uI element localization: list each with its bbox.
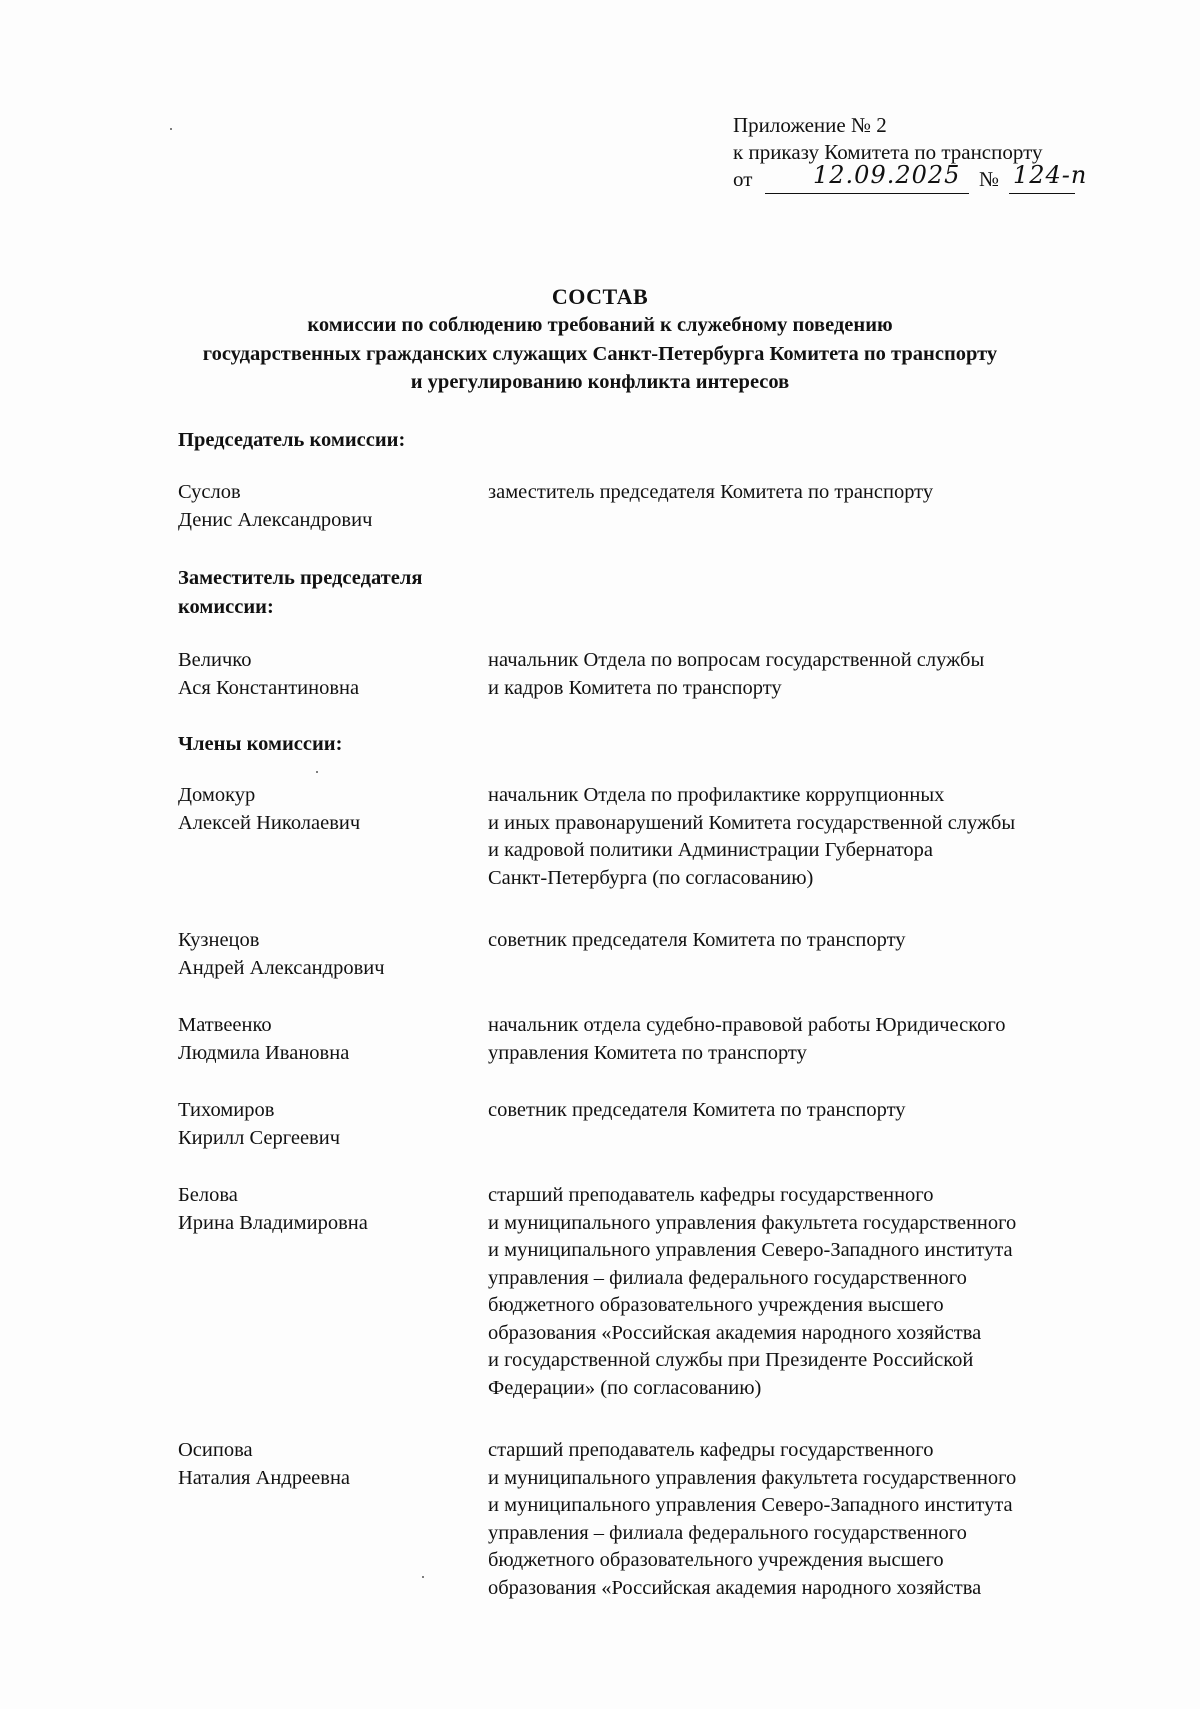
- position-line: и муниципального управления факультета государственного: [488, 1211, 1017, 1234]
- commission-composition: [178, 426, 1138, 1602]
- position-line: начальник отдела судебно-правовой работы Юридического: [488, 1014, 1006, 1036]
- person-name: [178, 782, 488, 892]
- person-given-name: Кирилл Сергеевич: [178, 1126, 341, 1149]
- person-name: [178, 1182, 488, 1402]
- position-line: старший преподаватель кафедры государственного: [488, 1184, 934, 1206]
- person-position: [488, 1012, 1138, 1067]
- order-date-field: [765, 161, 969, 194]
- position-line: Санкт-Петербурга (по согласованию): [488, 866, 814, 889]
- order-number-field: [1009, 161, 1088, 194]
- chairman-heading: Председатель комиссии:: [178, 429, 406, 451]
- deputy-heading: [178, 564, 1138, 622]
- person-surname: Тихомиров: [178, 1099, 275, 1121]
- person-surname: Величко: [178, 649, 252, 671]
- title-line-2: государственных гражданских служащих Санкт-Петербурга Комитета по транспорту: [202, 342, 998, 365]
- position-line: и муниципального управления Северо-Западного института: [488, 1239, 1013, 1261]
- person-given-name: Наталия Андреевна: [178, 1466, 351, 1489]
- title-line-1: комиссии по соблюдению требований к служебному поведению: [307, 314, 893, 336]
- person-name: [178, 1012, 488, 1067]
- person-given-name: Денис Александрович: [178, 508, 373, 531]
- person-surname: Суслов: [178, 481, 241, 503]
- members-heading: Члены комиссии:: [178, 733, 343, 755]
- position-line: советник председателя Комитета по транспорту: [488, 929, 906, 951]
- deputy-heading-line-1: Заместитель председателя: [178, 567, 423, 589]
- member-entry: [178, 1182, 1138, 1402]
- position-line: бюджетного образовательного учреждения высшего: [488, 1294, 944, 1316]
- member-entry: [178, 1012, 1138, 1067]
- person-position: [488, 1097, 1138, 1152]
- person-position: [488, 782, 1138, 892]
- deputy-entry: [178, 647, 1138, 702]
- position-line: и государственной службы при Президенте Российской: [488, 1349, 974, 1371]
- position-line: и муниципального управления Северо-Западного института: [488, 1494, 1013, 1516]
- position-line: и муниципального управления факультета государственного: [488, 1466, 1017, 1489]
- position-line: образования «Российская академия народного хозяйства: [488, 1321, 982, 1344]
- person-given-name: Людмила Ивановна: [178, 1041, 350, 1064]
- annex-order-reference: к приказу Комитета по транспорту: [733, 140, 1043, 164]
- position-line: управления Комитета по транспорту: [488, 1041, 807, 1064]
- person-position: [488, 647, 1138, 702]
- person-position: [488, 479, 1138, 534]
- position-line: начальник Отдела по вопросам государственной службы: [488, 649, 985, 671]
- order-number-handwritten: 124-п: [1013, 161, 1088, 189]
- position-line: старший преподаватель кафедры государственного: [488, 1439, 934, 1461]
- annex-header: [733, 112, 1088, 196]
- position-line: управления – филиала федерального государственного: [488, 1521, 967, 1544]
- position-line: образования «Российская академия народного хозяйства: [488, 1576, 982, 1599]
- position-line: заместитель председателя Комитета по транспорту: [488, 481, 934, 503]
- position-line: и иных правонарушений Комитета государственной службы: [488, 811, 1016, 834]
- scan-speck: [170, 128, 172, 130]
- position-line: и кадровой политики Администрации Губернатора: [488, 839, 933, 861]
- title-main: СОСТАВ: [551, 284, 649, 309]
- date-label: от: [733, 167, 753, 191]
- person-position: [488, 1437, 1138, 1602]
- person-surname: Белова: [178, 1184, 238, 1206]
- member-entry: [178, 1097, 1138, 1152]
- person-given-name: Алексей Николаевич: [178, 811, 361, 834]
- person-name: [178, 479, 488, 534]
- number-label: №: [979, 167, 1000, 191]
- member-entry: [178, 1437, 1138, 1602]
- person-given-name: Андрей Александрович: [178, 956, 385, 979]
- person-name: [178, 647, 488, 702]
- position-line: советник председателя Комитета по транспорту: [488, 1099, 906, 1121]
- position-line: бюджетного образовательного учреждения высшего: [488, 1549, 944, 1571]
- position-line: Федерации» (по согласованию): [488, 1376, 762, 1399]
- member-entry: [178, 782, 1138, 892]
- title-line-3: и урегулированию конфликта интересов: [410, 371, 790, 393]
- annex-number: Приложение № 2: [733, 113, 887, 137]
- person-surname: Кузнецов: [178, 929, 260, 951]
- position-line: начальник Отдела по профилактике коррупционных: [488, 784, 945, 806]
- person-surname: Матвеенко: [178, 1014, 272, 1036]
- person-position: [488, 1182, 1138, 1402]
- person-given-name: Ася Константиновна: [178, 676, 360, 699]
- member-entry: [178, 927, 1138, 982]
- document-title: [0, 283, 1200, 397]
- order-date-number-line: [733, 161, 1088, 196]
- chairman-entry: [178, 479, 1138, 534]
- person-surname: Осипова: [178, 1439, 253, 1461]
- deputy-heading-line-2: комиссии:: [178, 596, 274, 618]
- person-name: [178, 1437, 488, 1602]
- person-name: [178, 1097, 488, 1152]
- person-surname: Домокур: [178, 784, 256, 806]
- person-given-name: Ирина Владимировна: [178, 1211, 368, 1234]
- position-line: управления – филиала федерального государственного: [488, 1266, 967, 1289]
- position-line: и кадров Комитета по транспорту: [488, 676, 782, 699]
- person-position: [488, 927, 1138, 982]
- order-date-handwritten: 12.09.2025: [813, 161, 961, 189]
- person-name: [178, 927, 488, 982]
